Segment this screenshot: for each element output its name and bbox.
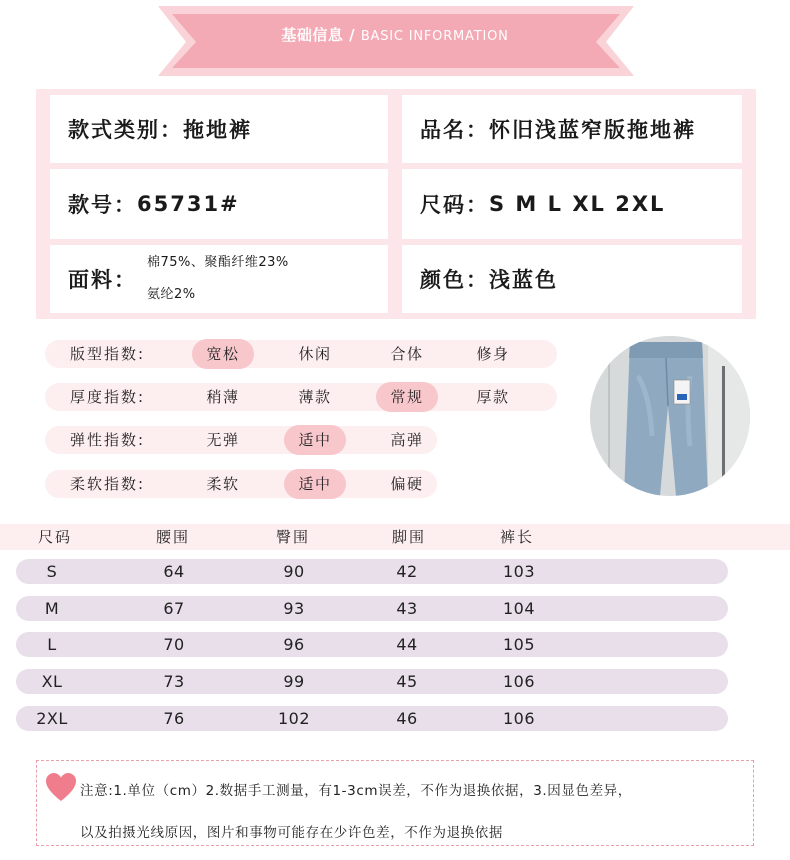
basic-info-grid [36, 89, 756, 319]
col-header-hip: 臀围 [276, 528, 311, 546]
table-cell: 105 [502, 635, 536, 654]
table-cell: 64 [163, 562, 185, 581]
col-header-size: 尺码 [38, 528, 73, 546]
sizes-cell [402, 169, 742, 239]
fabric-line-2: 氨纶2% [147, 287, 196, 302]
table-cell: 2XL [36, 709, 68, 728]
col-header-length: 裤长 [500, 528, 535, 546]
jeans-image [590, 336, 750, 496]
style-code-value: 65731# [137, 192, 240, 216]
section-title-cn: 基础信息 [281, 26, 344, 44]
table-cell: 103 [502, 562, 536, 581]
sizes-label: 尺码： [420, 193, 489, 217]
table-cell: 106 [502, 672, 536, 691]
table-cell: L [47, 635, 57, 654]
table-cell: XL [41, 672, 63, 691]
product-name-label: 品名： [420, 118, 489, 142]
softness-option-soft: 柔软 [206, 475, 240, 493]
table-row [16, 596, 728, 621]
fit-option-regular: 合体 [390, 345, 424, 363]
elasticity-index-label: 弹性指数: [70, 431, 146, 449]
color-label: 颜色： [420, 268, 489, 292]
fabric-label: 面料： [68, 268, 137, 292]
table-cell: 104 [502, 599, 536, 618]
table-cell: 90 [283, 562, 305, 581]
category-value: 拖地裤 [183, 118, 252, 142]
table-row [16, 669, 728, 694]
fit-index-label: 版型指数: [70, 345, 146, 363]
table-cell: M [44, 599, 60, 618]
softness-option-medium: 适中 [284, 469, 346, 499]
section-title-sep: / [349, 26, 356, 44]
thickness-option-light: 薄款 [298, 388, 332, 406]
elasticity-option-medium: 适中 [284, 425, 346, 455]
heart-icon [45, 772, 77, 802]
product-name-value: 怀旧浅蓝窄版拖地裤 [489, 118, 696, 142]
table-cell: S [46, 562, 58, 581]
style-code-cell [50, 169, 388, 239]
notice-line-1: 注意:1.单位（cm）2.数据手工测量，有1-3cm误差，不作为退换依据，3.因显色差异， [80, 783, 632, 799]
elasticity-option-none: 无弹 [206, 431, 240, 449]
table-cell: 70 [163, 635, 185, 654]
table-cell: 93 [283, 599, 305, 618]
fabric-line-1: 棉75%、聚酯纤维23% [147, 255, 289, 270]
thickness-option-thick: 厚款 [476, 388, 510, 406]
table-cell: 67 [163, 599, 185, 618]
elasticity-option-high: 高弹 [390, 431, 424, 449]
color-cell [402, 245, 742, 313]
table-cell: 76 [163, 709, 185, 728]
thickness-index-label: 厚度指数: [70, 388, 146, 406]
table-cell: 45 [396, 672, 418, 691]
section-title-en: BASIC INFORMATION [360, 29, 509, 44]
fit-option-slim: 修身 [476, 345, 510, 363]
col-header-waist: 腰围 [156, 528, 191, 546]
fit-option-casual: 休闲 [298, 345, 332, 363]
color-value: 浅蓝色 [489, 268, 558, 292]
category-label: 款式类别： [68, 118, 183, 142]
table-cell: 42 [396, 562, 418, 581]
table-cell: 99 [283, 672, 305, 691]
thickness-option-thin: 稍薄 [206, 388, 240, 406]
table-cell: 106 [502, 709, 536, 728]
fit-option-loose: 宽松 [192, 339, 254, 369]
softness-option-stiff: 偏硬 [390, 475, 424, 493]
table-cell: 46 [396, 709, 418, 728]
table-cell: 44 [396, 635, 418, 654]
table-row [16, 559, 728, 584]
thickness-option-regular: 常规 [376, 382, 438, 412]
product-photo [590, 336, 750, 496]
fabric-cell [50, 245, 388, 313]
product-name-cell [402, 95, 742, 163]
category-cell [50, 95, 388, 163]
style-code-label: 款号： [68, 193, 137, 217]
col-header-leg-opening: 脚围 [392, 528, 427, 546]
table-row [16, 706, 728, 731]
fabric-composition [147, 247, 289, 311]
table-row [16, 632, 728, 657]
notice-line-2: 以及拍摄光线原因，图片和事物可能存在少许色差，不作为退换依据 [80, 825, 503, 841]
softness-index-label: 柔软指数: [70, 475, 146, 493]
sizes-value: S M L XL 2XL [489, 192, 666, 216]
table-cell: 102 [277, 709, 311, 728]
table-cell: 73 [163, 672, 185, 691]
section-title [0, 24, 790, 45]
table-cell: 43 [396, 599, 418, 618]
table-cell: 96 [283, 635, 305, 654]
